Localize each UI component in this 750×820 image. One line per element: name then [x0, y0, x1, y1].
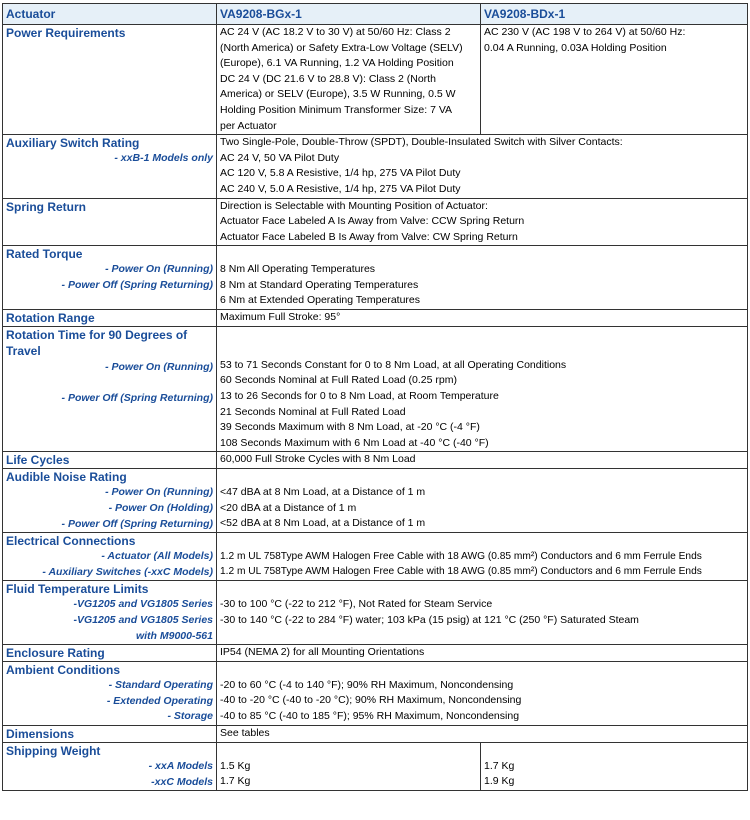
rotation-time-off-line: 13 to 26 Seconds for 0 to 8 Nm Load, at Room Temperature [220, 390, 499, 403]
rotation-range-value: Maximum Full Stroke: 95° [217, 309, 748, 326]
noise-sub: - Power On (Running) [105, 486, 213, 499]
noise-value: <20 dBA at a Distance of 1 m [220, 501, 357, 514]
ambient-sub: - Extended Operating [106, 694, 213, 707]
power-bgx-line: (North America) or Safety Extra-Low Voltage (SELV) [220, 41, 463, 54]
life-row [3, 452, 748, 469]
dimensions-value: See tables [217, 725, 748, 742]
ambient-value-cell [217, 662, 748, 726]
noise-title: Audible Noise Rating [6, 470, 127, 485]
torque-on: 8 Nm All Operating Temperatures [220, 262, 376, 275]
weight-label-cell [3, 742, 217, 790]
rotation-range-title: Rotation Range [6, 310, 95, 325]
ambient-sub: - Storage [167, 710, 213, 723]
header-row [3, 4, 748, 25]
weight-bgx: 1.7 Kg [220, 775, 251, 788]
weight-sub: -xxC Models [151, 775, 213, 788]
dimensions-label-cell [3, 725, 217, 742]
power-bgx-cell [217, 25, 481, 135]
rotation-range-row [3, 309, 748, 326]
aux-line: AC 24 V, 50 VA Pilot Duty [220, 151, 340, 164]
power-bgx-line: AC 24 V (AC 18.2 V to 30 V) at 50/60 Hz: Class 2 [220, 26, 451, 38]
noise-sub: - Power On (Holding) [108, 502, 213, 515]
electrical-label-cell [3, 533, 217, 581]
fluid-label-cell [3, 581, 217, 645]
electrical-row [3, 533, 748, 581]
spring-value-cell [217, 198, 748, 246]
rotation-time-label-cell [3, 326, 217, 452]
dimensions-title: Dimensions [6, 726, 75, 741]
aux-title: Auxiliary Switch Rating [6, 136, 140, 151]
torque-value-cell [217, 246, 748, 309]
ambient-value: -20 to 60 °C (-4 to 140 °F); 90% RH Maximum, Noncondensing [220, 678, 514, 691]
ambient-title: Ambient Conditions [6, 663, 120, 678]
rotation-time-off-line: 39 Seconds Maximum with 8 Nm Load, at -20 °C (-4 °F) [220, 421, 480, 434]
life-title: Life Cycles [6, 453, 70, 468]
electrical-sub: - Actuator (All Models) [101, 550, 213, 563]
weight-sub: - xxA Models [148, 759, 213, 772]
noise-sub: - Power Off (Spring Returning) [61, 517, 213, 530]
rotation-time-off-line: 21 Seconds Nominal at Full Rated Load [220, 405, 406, 418]
fluid-sub: -VG1205 and VG1805 Series [73, 614, 213, 626]
power-bgx-line: DC 24 V (DC 21.6 V to 28.8 V): Class 2 (North [220, 72, 436, 85]
torque-label-cell [3, 246, 217, 309]
fluid-title: Fluid Temperature Limits [6, 582, 149, 597]
life-label-cell [3, 452, 217, 469]
enclosure-value: IP54 (NEMA 2) for all Mounting Orientations [217, 645, 748, 662]
power-bgx-line: America) or SELV (Europe), 3.5 W Running, 0.5 W [220, 88, 456, 101]
power-bgx-line: Holding Position Minimum Transformer Size: 7 VA [220, 103, 453, 116]
fluid-row [3, 581, 748, 645]
spring-label-cell [3, 198, 217, 246]
power-row [3, 25, 748, 135]
electrical-value: 1.2 m UL 758Type AWM Halogen Free Cable with 18 AWG (0.85 mm²) Conductors and 6 mm Ferrule Ends [220, 550, 702, 562]
rotation-time-on-line: 60 Seconds Nominal at Full Rated Load (0.25 rpm) [220, 374, 457, 387]
aux-line: AC 240 V, 5.0 A Resistive, 1/4 hp, 275 VA Pilot Duty [220, 182, 461, 195]
enclosure-title: Enclosure Rating [6, 646, 105, 661]
torque-title: Rated Torque [6, 247, 83, 262]
power-bgx-line: per Actuator [220, 119, 277, 132]
noise-label-cell [3, 469, 217, 533]
spring-line: Direction is Selectable with Mounting Position of Actuator: [220, 199, 488, 212]
weight-bdx: 1.9 Kg [484, 775, 515, 788]
weight-title: Shipping Weight [6, 743, 101, 758]
header-bgx: VA9208-BGx-1 [217, 4, 481, 25]
fluid-value: -30 to 100 °C (-22 to 212 °F), Not Rated for Steam Service [220, 598, 493, 610]
weight-bgx-cell [217, 742, 481, 790]
torque-off-line: 8 Nm at Standard Operating Temperatures [220, 278, 419, 291]
torque-sub-on: - Power On (Running) [105, 263, 213, 276]
rotation-time-on-line: 53 to 71 Seconds Constant for 0 to 8 Nm Load, at all Operating Conditions [220, 358, 567, 371]
fluid-sub: -VG1205 and VG1805 Series [73, 598, 213, 611]
aux-line: Two Single-Pole, Double-Throw (SPDT), Double-Insulated Switch with Silver Contacts: [220, 136, 623, 149]
aux-label-cell [3, 135, 217, 198]
ambient-value: -40 to -20 °C (-40 to -20 °C); 90% RH Maximum, Noncondensing [220, 694, 522, 707]
noise-row [3, 469, 748, 533]
electrical-sub: - Auxiliary Switches (-xxC Models) [42, 565, 213, 578]
aux-line: AC 120 V, 5.8 A Resistive, 1/4 hp, 275 VA Pilot Duty [220, 167, 461, 180]
rotation-time-row [3, 326, 748, 452]
rotation-time-off-line: 108 Seconds Maximum with 6 Nm Load at -40 °C (-40 °F) [220, 436, 489, 449]
power-label-cell [3, 25, 217, 135]
header-bdx: VA9208-BDx-1 [481, 4, 748, 25]
power-bdx-cell [481, 25, 748, 135]
noise-value: <52 dBA at 8 Nm Load, at a Distance of 1 m [220, 517, 426, 530]
rotation-time-value-cell [217, 326, 748, 452]
weight-bdx-cell [481, 742, 748, 790]
weight-bdx: 1.7 Kg [484, 759, 515, 772]
electrical-value-cell [217, 533, 748, 581]
enclosure-label-cell [3, 645, 217, 662]
spring-row [3, 198, 748, 246]
torque-off-line: 6 Nm at Extended Operating Temperatures [220, 294, 420, 307]
rotation-time-sub-on: - Power On (Running) [105, 360, 213, 373]
aux-value-cell [217, 135, 748, 198]
ambient-row [3, 662, 748, 726]
fluid-sub: with M9000-561 [135, 629, 213, 642]
torque-row [3, 246, 748, 309]
power-title: Power Requirements [6, 26, 126, 40]
aux-sub: - xxB-1 Models only [114, 152, 213, 165]
header-actuator: Actuator [3, 4, 217, 25]
weight-bgx: 1.5 Kg [220, 759, 251, 772]
electrical-title: Electrical Connections [6, 534, 136, 549]
ambient-value: -40 to 85 °C (-40 to 185 °F); 95% RH Maximum, Noncondensing [220, 709, 520, 722]
power-bdx-line: AC 230 V (AC 198 V to 264 V) at 50/60 Hz: [484, 26, 686, 38]
spring-line: Actuator Face Labeled B Is Away from Valve: CW Spring Return [220, 230, 518, 243]
rotation-range-label-cell [3, 309, 217, 326]
spring-title: Spring Return [6, 199, 86, 214]
dimensions-row [3, 725, 748, 742]
spec-table [2, 3, 748, 791]
ambient-sub: - Standard Operating [108, 679, 213, 692]
enclosure-row [3, 645, 748, 662]
spring-line: Actuator Face Labeled A Is Away from Valve: CCW Spring Return [220, 215, 525, 228]
fluid-value: -30 to 140 °C (-22 to 284 °F) water; 103 kPa (15 psig) at 121 °C (250 °F) Saturated Steam [220, 613, 639, 626]
power-bdx-line: 0.04 A Running, 0.03A Holding Position [484, 41, 667, 54]
ambient-label-cell [3, 662, 217, 726]
rotation-time-sub-off: - Power Off (Spring Returning) [61, 391, 213, 404]
fluid-value-cell [217, 581, 748, 645]
noise-value-cell [217, 469, 748, 533]
rotation-time-title: Rotation Time for 90 Degrees of Travel [6, 327, 188, 358]
weight-row [3, 742, 748, 790]
aux-row [3, 135, 748, 198]
electrical-value: 1.2 m UL 758Type AWM Halogen Free Cable with 18 AWG (0.85 mm²) Conductors and 6 mm Ferrule Ends [220, 566, 702, 578]
noise-value: <47 dBA at 8 Nm Load, at a Distance of 1 m [220, 486, 426, 499]
power-bgx-line: (Europe), 6.1 VA Running, 1.2 VA Holding Position [220, 57, 454, 70]
life-value: 60,000 Full Stroke Cycles with 8 Nm Load [217, 452, 748, 469]
torque-sub-off: - Power Off (Spring Returning) [61, 278, 213, 291]
